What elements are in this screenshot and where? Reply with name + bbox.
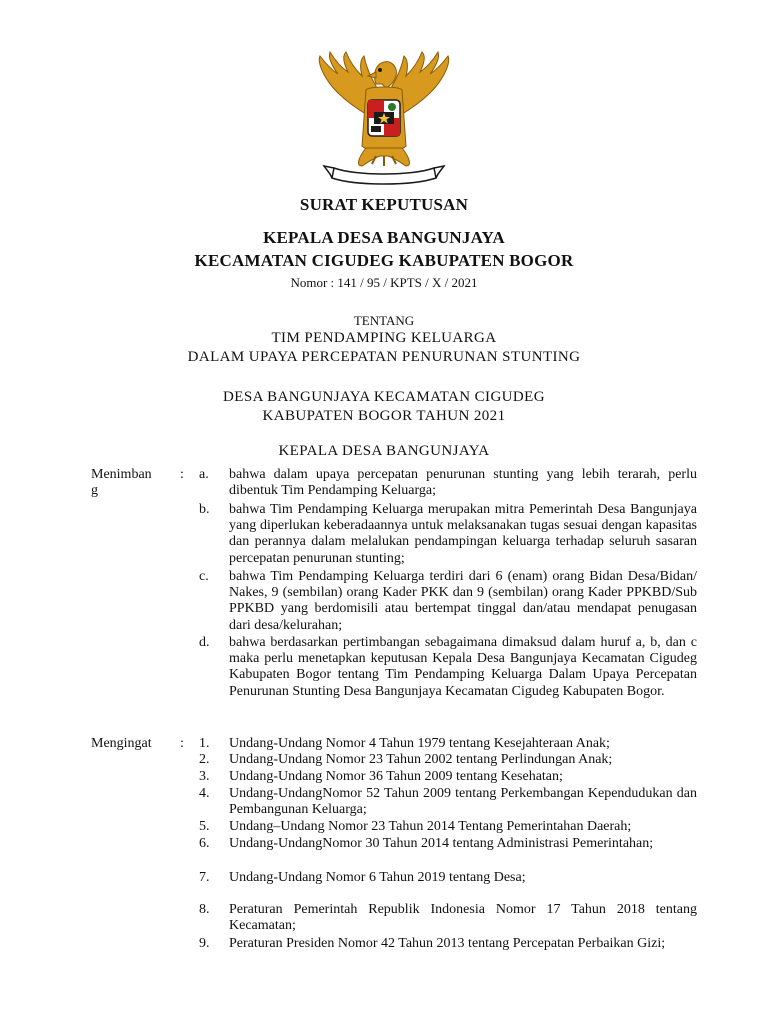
menimbang-label-line2: g — [91, 483, 98, 498]
list-marker: 8. — [199, 902, 210, 917]
list-marker: 3. — [199, 769, 210, 784]
decree-number: Nomor : 141 / 95 / KPTS / X / 2021 — [290, 275, 478, 290]
issuer-heading: KEPALA DESA BANGUNJAYA — [278, 443, 490, 459]
document-type-title: SURAT KEPUTUSAN — [299, 195, 469, 214]
list-marker: b. — [199, 502, 210, 517]
list-marker: 5. — [199, 819, 210, 834]
list-text: Peraturan Pemerintah Republik Indonesia Nomor 17 Tahun 2018 tentang Kecamatan; — [229, 902, 697, 934]
list-marker: d. — [199, 635, 210, 650]
menimbang-colon: : — [180, 467, 184, 482]
list-text: Undang-Undang Nomor 6 Tahun 2019 tentang Desa; — [229, 870, 526, 885]
subject-line-4: KABUPATEN BOGOR TAHUN 2021 — [262, 408, 506, 424]
list-marker: 9. — [199, 936, 210, 951]
mengingat-label: Mengingat — [91, 736, 152, 751]
list-marker: 1. — [199, 736, 210, 751]
mengingat-colon: : — [180, 736, 184, 751]
list-text: bahwa Tim Pendamping Keluarga merupakan mitra Pemerintah Desa Bangunjaya yang diperlukan keberadaannya untuk melaksanakan tugas sesuai dengan kapasitas dan perannya dalam melalukan pendampingan keluarga terhadap seluruh sasaran percepatan penurunan stunting; — [229, 502, 697, 566]
list-text: Undang-UndangNomor 52 Tahun 2009 tentang Perkembangan Kependudukan dan Pembangunan Keluarga; — [229, 786, 697, 818]
list-text: Peraturan Presiden Nomor 42 Tahun 2013 tentang Percepatan Perbaikan Gizi; — [229, 936, 666, 951]
menimbang-label-line1: Menimban — [91, 467, 152, 482]
list-text: Undang-Undang Nomor 36 Tahun 2009 tentang Kesehatan; — [229, 769, 563, 784]
list-marker: 4. — [199, 786, 210, 801]
list-text: Undang-Undang Nomor 4 Tahun 1979 tentang Kesejahteraan Anak; — [229, 736, 610, 751]
menimbang-label — [91, 467, 152, 499]
garuda-emblem-icon — [306, 50, 462, 188]
list-marker: 7. — [199, 870, 210, 885]
list-text: bahwa dalam upaya percepatan penurunan stunting yang lebih terarah, perlu dibentuk Tim Pendamping Keluarga; — [229, 467, 697, 499]
list-marker: 2. — [199, 752, 210, 767]
list-marker: 6. — [199, 836, 210, 851]
list-marker: a. — [199, 467, 209, 482]
list-text: bahwa Tim Pendamping Keluarga terdiri dari 6 (enam) orang Bidan Desa/Bidan/ Nakes, 9 (sembilan) orang Kader PKK dan 9 (sembilan) orang Kader PPKBD/Sub PPKBD yang berdomisili atau bertempat tinggal dan/atau mendapat penugasan dari desa/kelurahan; — [229, 569, 697, 633]
list-text: Undang-UndangNomor 30 Tahun 2014 tentang Administrasi Pemerintahan; — [229, 836, 654, 851]
subject-line-2: DALAM UPAYA PERCEPATAN PENURUNAN STUNTING — [187, 349, 581, 365]
issuing-office: KEPALA DESA BANGUNJAYA — [263, 228, 505, 247]
list-text: Undang-Undang Nomor 23 Tahun 2002 tentang Perlindungan Anak; — [229, 752, 613, 767]
list-text: bahwa berdasarkan pertimbangan sebagaimana dimaksud dalam huruf a, b, dan c maka perlu menetapkan keputusan Kepala Desa Bangunjaya Kecamatan Cigudeg Kabupaten Bogor tentang Tim Pendamping Keluarga Dalam Upaya Percepatan Penurunan Stunting Desa Bangunjaya Kecamatan Cigudeg Kabupaten Bogor. — [229, 635, 697, 699]
about-label: TENTANG — [353, 313, 415, 328]
list-marker: c. — [199, 569, 209, 584]
issuing-region: KECAMATAN CIGUDEG KABUPATEN BOGOR — [194, 251, 574, 270]
subject-line-1: TIM PENDAMPING KELUARGA — [271, 330, 497, 346]
subject-line-3: DESA BANGUNJAYA KECAMATAN CIGUDEG — [223, 389, 545, 405]
list-text: Undang–Undang Nomor 23 Tahun 2014 Tentang Pemerintahan Daerah; — [229, 819, 632, 834]
